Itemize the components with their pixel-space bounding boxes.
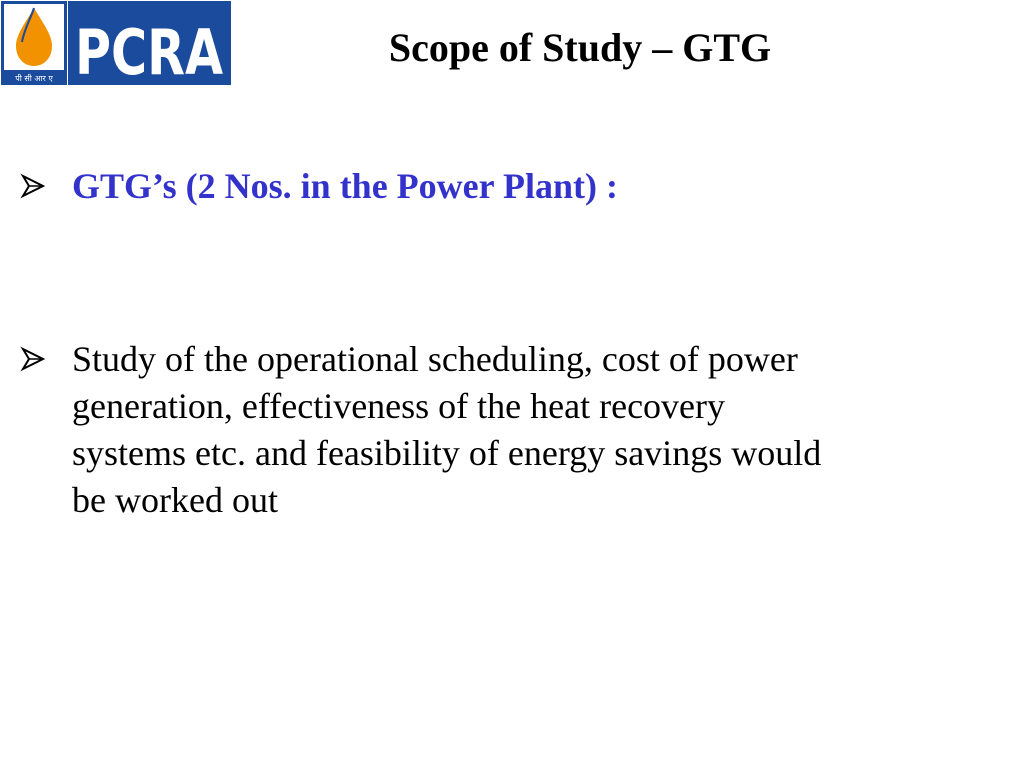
bullet-item-gtg bbox=[22, 163, 618, 210]
arrow-bullet-icon bbox=[22, 336, 72, 370]
logo-text: PCRA bbox=[75, 16, 224, 89]
arrow-bullet-icon bbox=[22, 163, 72, 197]
bullet-item-study bbox=[22, 336, 832, 524]
pcra-logo bbox=[0, 0, 232, 88]
bullet-text-gtg: GTG’s (2 Nos. in the Power Plant) : bbox=[72, 166, 618, 206]
slide-title: Scope of Study – GTG bbox=[388, 25, 772, 70]
logo-subtext: पी सी आर ए bbox=[15, 74, 53, 83]
bullet-text-study: Study of the operational scheduling, cost of power generation, effectiveness of the heat recovery systems etc. and feasibility of energy savings would be worked out bbox=[72, 339, 822, 520]
